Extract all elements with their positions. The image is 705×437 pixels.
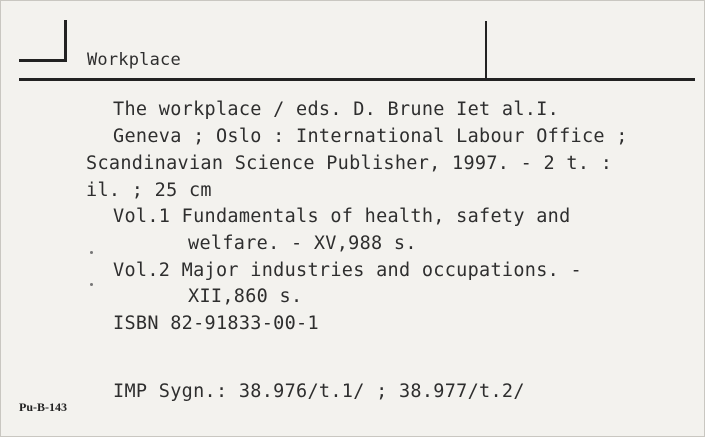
- card-heading: Workplace: [87, 50, 181, 70]
- publication-line-2: Scandinavian Science Publisher, 1997. - 2 t. :: [86, 153, 613, 174]
- publication-line-1: Geneva ; Oslo : International Labour Office ;: [113, 126, 628, 147]
- physical-description: il. ; 25 cm: [86, 180, 212, 201]
- corner-mark-vertical: [64, 20, 67, 61]
- header-divider: [485, 21, 487, 81]
- isbn-line: ISBN 82-91833-00-1: [113, 313, 319, 334]
- volume-1-line-1: Vol.1 Fundamentals of health, safety and: [113, 206, 571, 227]
- volume-2-line-2: XII,860 s.: [188, 286, 303, 307]
- call-number: Pu-B-143: [19, 400, 67, 414]
- volume-1-line-2: welfare. - XV,988 s.: [188, 233, 417, 254]
- header-rule: [19, 78, 695, 81]
- punch-mark: [90, 283, 93, 286]
- volume-2-line-1: Vol.2 Major industries and occupations. -: [113, 260, 582, 281]
- shelfmark-line: IMP Sygn.: 38.976/t.1/ ; 38.977/t.2/: [113, 381, 525, 402]
- corner-mark-horizontal: [19, 59, 67, 62]
- punch-mark: [90, 251, 93, 254]
- title-line: The workplace / eds. D. Brune Iet al.I.: [113, 99, 560, 120]
